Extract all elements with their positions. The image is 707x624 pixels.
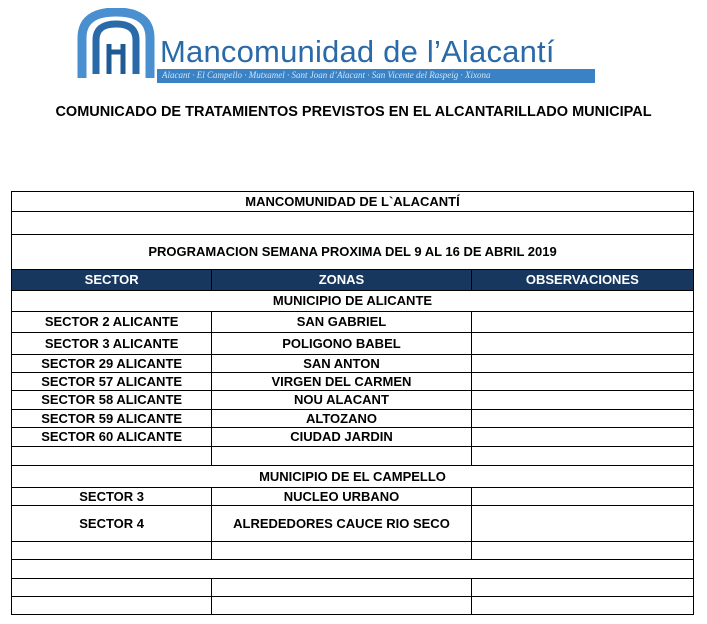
table-row bbox=[12, 312, 694, 333]
sector-cell: SECTOR 59 ALICANTE bbox=[12, 410, 212, 428]
table-row bbox=[12, 488, 694, 506]
table-row bbox=[12, 333, 694, 355]
table-row bbox=[12, 506, 694, 542]
table-row bbox=[12, 579, 694, 597]
zona-cell: SAN ANTON bbox=[212, 355, 471, 373]
col-observaciones: OBSERVACIONES bbox=[471, 270, 693, 291]
observaciones-cell bbox=[471, 410, 693, 428]
municipality-el-campello: MUNICIPIO DE EL CAMPELLO bbox=[12, 466, 694, 488]
observaciones-cell bbox=[471, 488, 693, 506]
observaciones-cell bbox=[471, 391, 693, 410]
observaciones-cell bbox=[471, 373, 693, 391]
observaciones-cell bbox=[471, 312, 693, 333]
zona-cell: CIUDAD JARDIN bbox=[212, 428, 471, 447]
table-row bbox=[12, 428, 694, 447]
sector-cell: SECTOR 2 ALICANTE bbox=[12, 312, 212, 333]
sector-cell: SECTOR 29 ALICANTE bbox=[12, 355, 212, 373]
document-title: COMUNICADO DE TRATAMIENTOS PREVISTOS EN EL ALCANTARILLADO MUNICIPAL bbox=[55, 104, 652, 120]
logo bbox=[74, 8, 594, 83]
table-row bbox=[12, 447, 694, 466]
empty-row bbox=[12, 560, 694, 579]
logo-emblem-icon bbox=[74, 8, 158, 82]
observaciones-cell bbox=[471, 428, 693, 447]
zona-cell: NUCLEO URBANO bbox=[212, 488, 471, 506]
col-sector: SECTOR bbox=[12, 270, 212, 291]
sector-cell: SECTOR 58 ALICANTE bbox=[12, 391, 212, 410]
table-row bbox=[12, 597, 694, 615]
org-name: MANCOMUNIDAD DE L`ALACANTÍ bbox=[12, 192, 694, 212]
zona-cell: NOU ALACANT bbox=[212, 391, 471, 410]
logo-towns: Alacant · El Campello · Mutxamel · Sant Joan d’Alacant · San Vicente del Raspeig · Xixona bbox=[162, 70, 491, 80]
zona-cell: POLIGONO BABEL bbox=[212, 333, 471, 355]
sector-cell: SECTOR 57 ALICANTE bbox=[12, 373, 212, 391]
table-row bbox=[12, 355, 694, 373]
empty-row bbox=[12, 212, 694, 235]
table-row bbox=[12, 391, 694, 410]
observaciones-cell bbox=[471, 333, 693, 355]
zona-cell: ALTOZANO bbox=[212, 410, 471, 428]
zona-cell: ALREDEDORES CAUCE RIO SECO bbox=[212, 506, 471, 542]
table-row bbox=[12, 542, 694, 560]
header-row bbox=[12, 270, 694, 291]
zona-cell: SAN GABRIEL bbox=[212, 312, 471, 333]
municipality-alicante: MUNICIPIO DE ALICANTE bbox=[12, 291, 694, 312]
observaciones-cell bbox=[471, 355, 693, 373]
sector-cell: SECTOR 4 bbox=[12, 506, 212, 542]
sector-cell: SECTOR 60 ALICANTE bbox=[12, 428, 212, 447]
table-row bbox=[12, 410, 694, 428]
schedule-table bbox=[11, 191, 694, 615]
col-zonas: ZONAS bbox=[212, 270, 471, 291]
logo-name: Mancomunidad de l’Alacantí bbox=[160, 34, 555, 69]
sector-cell: SECTOR 3 bbox=[12, 488, 212, 506]
table-row bbox=[12, 373, 694, 391]
sector-cell: SECTOR 3 ALICANTE bbox=[12, 333, 212, 355]
zona-cell: VIRGEN DEL CARMEN bbox=[212, 373, 471, 391]
observaciones-cell bbox=[471, 506, 693, 542]
week-title: PROGRAMACION SEMANA PROXIMA DEL 9 AL 16 DE ABRIL 2019 bbox=[12, 235, 694, 270]
